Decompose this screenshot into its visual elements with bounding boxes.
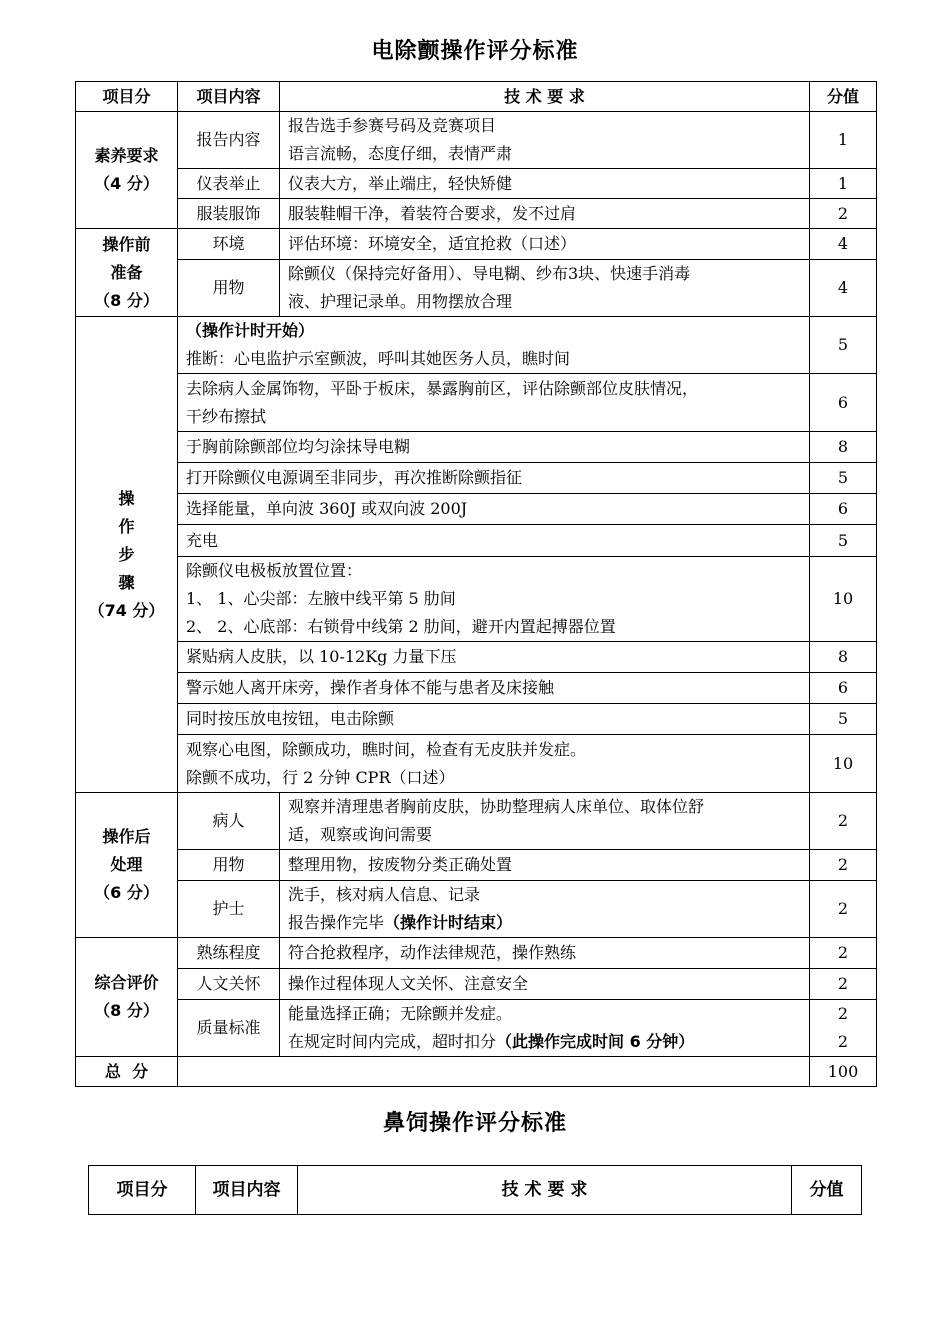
requirement-cell: 紧贴病人皮肤，以 10-12Kg 力量下压 xyxy=(178,642,810,673)
requirement-cell: 警示她人离开床旁，操作者身体不能与患者及床接触 xyxy=(178,673,810,704)
table-row xyxy=(76,463,877,494)
requirement-text: 在规定时间内完成，超时扣分 xyxy=(288,1032,497,1051)
section-points: （4 分） xyxy=(94,174,159,193)
section-name: 素养要求 xyxy=(94,146,159,165)
score-cell: 8 xyxy=(810,642,877,673)
header-item-content: 项目内容 xyxy=(196,1166,298,1215)
timing-end-note: （操作计时结束） xyxy=(384,913,513,932)
section-procedure xyxy=(76,317,178,793)
sub-item: 仪表举止 xyxy=(178,169,280,199)
section-points: （6 分） xyxy=(94,883,159,902)
score-cell: 1 xyxy=(810,169,877,199)
table-row xyxy=(76,1000,877,1057)
section-name: 步 xyxy=(118,544,135,564)
score-cell: 2 xyxy=(810,938,877,969)
table-row xyxy=(76,642,877,673)
table-row xyxy=(76,735,877,793)
total-label: 总 分 xyxy=(76,1057,178,1087)
sub-item: 用物 xyxy=(178,850,280,881)
sub-item: 护士 xyxy=(178,881,280,938)
page-title: 电除颤操作评分标准 xyxy=(371,39,579,64)
score-cell: 2 xyxy=(810,199,877,229)
timing-start-note: （操作计时开始） xyxy=(186,321,315,340)
requirement-line: 1、 1、心尖部：左腋中线平第 5 肋间 xyxy=(186,589,456,608)
header-score: 分值 xyxy=(810,82,877,112)
score-cell: 6 xyxy=(810,494,877,525)
requirement-cell: 评估环境：环境安全，适宜抢救（口述） xyxy=(280,229,810,260)
time-limit-note: （此操作完成时间 6 分钟） xyxy=(496,1032,695,1051)
requirement-line xyxy=(288,1028,801,1056)
table-row xyxy=(76,557,877,642)
sub-item: 用物 xyxy=(178,260,280,317)
table-row xyxy=(76,793,877,850)
requirement-cell: 打开除颤仪电源调至非同步，再次推断除颤指征 xyxy=(178,463,810,494)
table-row xyxy=(76,673,877,704)
requirement-line: 除颤仪（保持完好备用）、导电糊、纱布3块、快速手消毒 xyxy=(288,264,691,283)
section-name: 处理 xyxy=(110,855,143,874)
header-item-score: 项目分 xyxy=(76,82,178,112)
scoring-table xyxy=(75,81,877,1087)
sub-item: 熟练程度 xyxy=(178,938,280,969)
requirement-line: 报告选手参赛号码及竞赛项目 xyxy=(288,116,497,135)
requirement-line: 洗手，核对病人信息、记录 xyxy=(288,885,481,904)
score-cell: 4 xyxy=(810,260,877,317)
requirement-cell xyxy=(178,735,810,793)
requirement-line: 2、 2、心底部：右锁骨中线第 2 肋间，避开内置起搏器位置 xyxy=(186,617,616,636)
requirement-cell xyxy=(280,112,810,169)
requirement-line xyxy=(288,909,801,937)
requirement-line: 除颤仪电极板放置位置： xyxy=(186,561,363,580)
section-name: 综合评价 xyxy=(94,973,159,992)
header-requirements: 技 术 要 求 xyxy=(298,1166,792,1215)
table-header-row xyxy=(76,82,877,112)
table-row xyxy=(76,169,877,199)
requirement-cell xyxy=(178,374,810,432)
score-cell: 5 xyxy=(810,525,877,557)
sub-item: 报告内容 xyxy=(178,112,280,169)
table-row xyxy=(76,229,877,260)
table-row xyxy=(76,850,877,881)
score-cell: 10 xyxy=(810,735,877,793)
table-row xyxy=(76,938,877,969)
requirement-cell xyxy=(178,557,810,642)
header-item-score: 项目分 xyxy=(89,1166,196,1215)
total-score: 100 xyxy=(810,1057,877,1087)
total-row xyxy=(76,1057,877,1087)
requirement-line: 能量选择正确；无除颤并发症。 xyxy=(288,1004,513,1023)
requirement-cell: 仪表大方，举止端庄，轻快矫健 xyxy=(280,169,810,199)
score-value: 2 xyxy=(837,1032,849,1051)
table-row xyxy=(76,704,877,735)
section-name: 操作后 xyxy=(102,827,151,846)
requirement-cell: 于胸前除颤部位均匀涂抹导电糊 xyxy=(178,432,810,463)
section-name: 骤 xyxy=(118,572,135,592)
requirement-line: 观察并清理患者胸前皮肤，协助整理病人床单位、取体位舒 xyxy=(288,797,705,816)
requirement-cell: 符合抢救程序，动作法律规范，操作熟练 xyxy=(280,938,810,969)
score-cell: 4 xyxy=(810,229,877,260)
section-points: （8 分） xyxy=(94,1001,159,1020)
requirement-line: 去除病人金属饰物，平卧于板床，暴露胸前区，评估除颤部位皮肤情况， xyxy=(186,378,699,398)
score-cell: 2 xyxy=(810,969,877,1000)
requirement-line: 观察心电图，除颤成功，瞧时间，检查有无皮肤并发症。 xyxy=(186,739,587,759)
sub-item: 病人 xyxy=(178,793,280,850)
score-cell: 5 xyxy=(810,317,877,374)
requirement-cell: 同时按压放电按钮，电击除颤 xyxy=(178,704,810,735)
sub-item: 质量标准 xyxy=(178,1000,280,1057)
score-cell: 10 xyxy=(810,557,877,642)
score-cell: 5 xyxy=(810,704,877,735)
requirement-line: 除颤不成功，行 2 分钟 CPR（口述） xyxy=(186,767,455,787)
sub-item: 环境 xyxy=(178,229,280,260)
requirement-cell xyxy=(280,260,810,317)
table-row xyxy=(76,969,877,1000)
requirement-cell xyxy=(280,793,810,850)
section-name: 准备 xyxy=(110,262,143,282)
header-item-content: 项目内容 xyxy=(178,82,280,112)
table-header-row xyxy=(89,1166,862,1215)
requirement-line: 干纱布擦拭 xyxy=(186,406,267,426)
table-row xyxy=(76,112,877,169)
second-title: 鼻饲操作评分标准 xyxy=(382,1111,567,1136)
requirement-cell xyxy=(280,881,810,938)
score-cell: 1 xyxy=(810,112,877,169)
requirement-line: 语言流畅，态度仔细，表情严肃 xyxy=(288,144,513,163)
requirement-line: 推断：心电监护示室颤波，呼叫其她医务人员，瞧时间 xyxy=(186,349,571,368)
section-literacy xyxy=(76,112,178,229)
section-name: 操作前 xyxy=(102,234,151,254)
table-row xyxy=(76,881,877,938)
section-points: （74 分） xyxy=(88,600,165,620)
table-row xyxy=(76,525,877,557)
table-row xyxy=(76,317,877,374)
header-requirements: 技 术 要 求 xyxy=(280,82,810,112)
requirement-line: 液、护理记录单。用物摆放合理 xyxy=(288,292,513,311)
table-row xyxy=(76,374,877,432)
requirement-cell: 服装鞋帽干净，着装符合要求，发不过肩 xyxy=(280,199,810,229)
table-row xyxy=(76,260,877,317)
requirement-cell: 选择能量，单向波 360J 或双向波 200J xyxy=(178,494,810,525)
table-row xyxy=(76,494,877,525)
score-cell: 8 xyxy=(810,432,877,463)
requirement-text: 报告操作完毕 xyxy=(288,913,385,932)
requirement-line: 适，观察或询问需要 xyxy=(288,825,433,844)
total-empty-cell xyxy=(178,1057,810,1087)
requirement-cell: 整理用物，按废物分类正确处置 xyxy=(280,850,810,881)
score-value: 2 xyxy=(837,1004,849,1023)
section-name: 作 xyxy=(118,516,135,536)
sub-item: 服装服饰 xyxy=(178,199,280,229)
header-score: 分值 xyxy=(792,1166,862,1215)
second-scoring-table xyxy=(88,1165,862,1215)
section-post-processing xyxy=(76,793,178,938)
score-cell: 2 xyxy=(810,881,877,938)
score-cell: 2 xyxy=(810,850,877,881)
score-cell: 6 xyxy=(810,673,877,704)
score-cell: 5 xyxy=(810,463,877,494)
table-row xyxy=(76,432,877,463)
requirement-cell xyxy=(178,317,810,374)
requirement-cell: 充电 xyxy=(178,525,810,557)
sub-item: 人文关怀 xyxy=(178,969,280,1000)
requirement-cell xyxy=(280,1000,810,1057)
requirement-cell: 操作过程体现人文关怀、注意安全 xyxy=(280,969,810,1000)
table-row xyxy=(76,199,877,229)
score-cell: 6 xyxy=(810,374,877,432)
section-evaluation xyxy=(76,938,178,1057)
section-name: 操 xyxy=(118,488,135,508)
score-cell: 2 xyxy=(810,793,877,850)
section-preparation xyxy=(76,229,178,317)
section-points: （8 分） xyxy=(94,290,159,310)
score-cell xyxy=(810,1000,877,1057)
